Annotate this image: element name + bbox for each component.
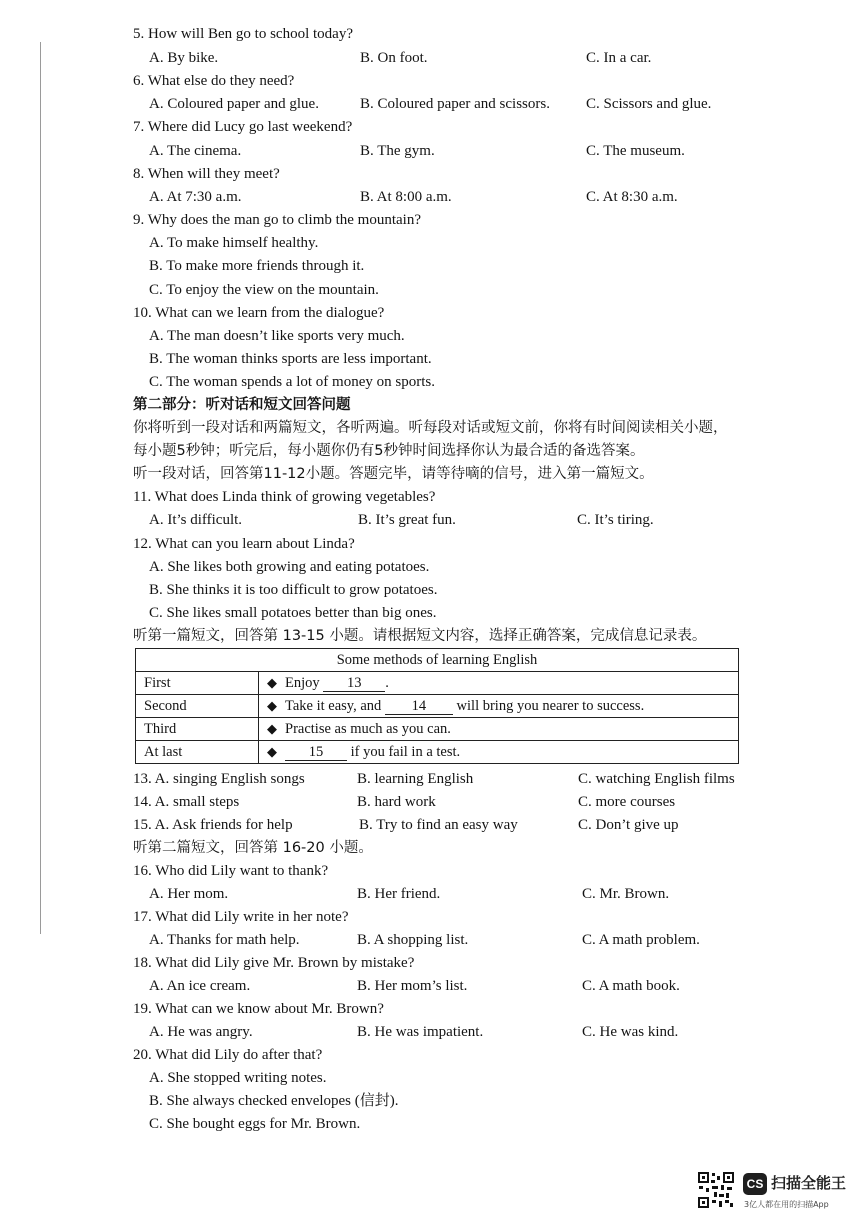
q12-option-b: B. She thinks it is too difficult to grow potatoes. bbox=[149, 582, 438, 598]
info-record-table bbox=[135, 648, 739, 764]
q10-option-b: B. The woman thinks sports are less important. bbox=[149, 351, 432, 367]
row-text-after: . bbox=[385, 674, 389, 691]
q6-option-c: C. Scissors and glue. bbox=[586, 96, 712, 112]
question-17-stem: 17. What did Lily write in her note? bbox=[133, 909, 349, 925]
q17-option-b: B. A shopping list. bbox=[357, 932, 469, 948]
q7-option-b: B. The gym. bbox=[360, 143, 435, 159]
row-content bbox=[259, 695, 739, 718]
scanner-tagline: 3亿人都在用的扫描App bbox=[744, 1200, 829, 1209]
row-text-before: Enjoy bbox=[285, 674, 320, 691]
q14-option-c: C. more courses bbox=[578, 794, 676, 810]
question-7-stem: 7. Where did Lucy go last weekend? bbox=[133, 119, 353, 135]
passage-2-instruction: 听第二篇短文，回答第 16-20 小题。 bbox=[133, 840, 373, 856]
q17-option-a: A. Thanks for math help. bbox=[149, 932, 300, 948]
question-18-stem: 18. What did Lily give Mr. Brown by mistake? bbox=[133, 955, 415, 971]
q13-option-c: C. watching English films bbox=[578, 771, 735, 787]
row-text-before: Practise as much as you can. bbox=[285, 720, 451, 737]
q9-option-a: A. To make himself healthy. bbox=[149, 235, 319, 251]
row-content bbox=[259, 718, 739, 741]
q18-option-c: C. A math book. bbox=[582, 978, 680, 994]
q13-option-a: 13. A. singing English songs bbox=[133, 771, 305, 787]
q9-option-c: C. To enjoy the view on the mountain. bbox=[149, 282, 379, 298]
q9-option-b: B. To make more friends through it. bbox=[149, 258, 365, 274]
dialogue-instruction: 听一段对话，回答第11-12小题。答题完毕，请等待嘀的信号，进入第一篇短文。 bbox=[133, 466, 654, 482]
q16-option-b: B. Her friend. bbox=[357, 886, 441, 902]
q19-option-a: A. He was angry. bbox=[149, 1024, 253, 1040]
q15-option-a: 15. A. Ask friends for help bbox=[133, 817, 293, 833]
q13-option-b: B. learning English bbox=[357, 771, 474, 787]
table-row bbox=[136, 695, 739, 718]
diamond-bullet-icon: ◆ bbox=[267, 744, 277, 760]
table-title: Some methods of learning English bbox=[136, 649, 739, 672]
question-9-stem: 9. Why does the man go to climb the mountain? bbox=[133, 212, 422, 228]
q7-option-a: A. The cinema. bbox=[149, 143, 242, 159]
q20-option-b: B. She always checked envelopes (信封). bbox=[149, 1093, 399, 1109]
q15-option-b: B. Try to find an easy way bbox=[359, 817, 518, 833]
part-2-heading: 第二部分：听对话和短文回答问题 bbox=[133, 397, 351, 413]
q20-option-a: A. She stopped writing notes. bbox=[149, 1070, 327, 1086]
q8-option-b: B. At 8:00 a.m. bbox=[360, 189, 452, 205]
camscanner-logo-icon: CS bbox=[743, 1173, 767, 1195]
row-label: First bbox=[136, 672, 259, 695]
q11-option-b: B. It’s great fun. bbox=[358, 512, 456, 528]
part-2-intro-line-1: 你将听到一段对话和两篇短文，各听两遍。听每段对话或短文前，你将有时间阅读相关小题， bbox=[133, 420, 728, 436]
diamond-bullet-icon: ◆ bbox=[267, 675, 277, 691]
qr-code-icon bbox=[697, 1171, 735, 1209]
question-20-stem: 20. What did Lily do after that? bbox=[133, 1047, 323, 1063]
q8-option-c: C. At 8:30 a.m. bbox=[586, 189, 678, 205]
question-6-stem: 6. What else do they need? bbox=[133, 73, 295, 89]
q18-option-b: B. Her mom’s list. bbox=[357, 978, 468, 994]
passage-1-instruction: 听第一篇短文，回答第 13-15 小题。请根据短文内容，选择正确答案，完成信息记录表。 bbox=[133, 628, 707, 644]
q6-option-a: A. Coloured paper and glue. bbox=[149, 96, 319, 112]
q11-option-c: C. It’s tiring. bbox=[577, 512, 654, 528]
margin-line bbox=[40, 42, 41, 934]
q5-option-c: C. In a car. bbox=[586, 50, 652, 66]
q18-option-a: A. An ice cream. bbox=[149, 978, 251, 994]
q12-option-a: A. She likes both growing and eating potatoes. bbox=[149, 559, 430, 575]
q6-option-b: B. Coloured paper and scissors. bbox=[360, 96, 550, 112]
question-10-stem: 10. What can we learn from the dialogue? bbox=[133, 305, 385, 321]
q14-option-b: B. hard work bbox=[357, 794, 436, 810]
q5-option-a: A. By bike. bbox=[149, 50, 219, 66]
question-8-stem: 8. When will they meet? bbox=[133, 166, 280, 182]
row-content bbox=[259, 741, 739, 764]
question-12-stem: 12. What can you learn about Linda? bbox=[133, 536, 355, 552]
table-row bbox=[136, 672, 739, 695]
diamond-bullet-icon: ◆ bbox=[267, 721, 277, 737]
row-content bbox=[259, 672, 739, 695]
q16-option-c: C. Mr. Brown. bbox=[582, 886, 670, 902]
q17-option-c: C. A math problem. bbox=[582, 932, 700, 948]
row-text-after: will bring you nearer to success. bbox=[456, 697, 645, 714]
diamond-bullet-icon: ◆ bbox=[267, 698, 277, 714]
q15-option-c: C. Don’t give up bbox=[578, 817, 679, 833]
q19-option-b: B. He was impatient. bbox=[357, 1024, 484, 1040]
question-16-stem: 16. Who did Lily want to thank? bbox=[133, 863, 329, 879]
table-row bbox=[136, 718, 739, 741]
row-label: Third bbox=[136, 718, 259, 741]
question-19-stem: 19. What can we know about Mr. Brown? bbox=[133, 1001, 384, 1017]
q12-option-c: C. She likes small potatoes better than big ones. bbox=[149, 605, 437, 621]
q11-option-a: A. It’s difficult. bbox=[149, 512, 243, 528]
answer-blank-15[interactable]: 15 bbox=[285, 744, 347, 761]
q5-option-b: B. On foot. bbox=[360, 50, 428, 66]
answer-blank-14[interactable]: 14 bbox=[385, 698, 453, 715]
q14-option-a: 14. A. small steps bbox=[133, 794, 240, 810]
part-2-intro-line-2: 每小题5秒钟；听完后，每小题你仍有5秒钟时间选择你认为最合适的备选答案。 bbox=[133, 443, 645, 459]
q20-option-c: C. She bought eggs for Mr. Brown. bbox=[149, 1116, 361, 1132]
q10-option-c: C. The woman spends a lot of money on sports. bbox=[149, 374, 435, 390]
table-row bbox=[136, 741, 739, 764]
q19-option-c: C. He was kind. bbox=[582, 1024, 679, 1040]
row-label: Second bbox=[136, 695, 259, 718]
row-text-before: Take it easy, and bbox=[285, 697, 382, 714]
row-text-after: if you fail in a test. bbox=[350, 743, 461, 760]
q7-option-c: C. The museum. bbox=[586, 143, 685, 159]
q10-option-a: A. The man doesn’t like sports very much. bbox=[149, 328, 405, 344]
scanner-brand-name: 扫描全能王 bbox=[771, 1174, 847, 1192]
answer-blank-13[interactable]: 13 bbox=[323, 675, 385, 692]
question-11-stem: 11. What does Linda think of growing vegetables? bbox=[133, 489, 436, 505]
row-label: At last bbox=[136, 741, 259, 764]
q8-option-a: A. At 7:30 a.m. bbox=[149, 189, 242, 205]
q16-option-a: A. Her mom. bbox=[149, 886, 229, 902]
question-5-stem: 5. How will Ben go to school today? bbox=[133, 26, 353, 42]
